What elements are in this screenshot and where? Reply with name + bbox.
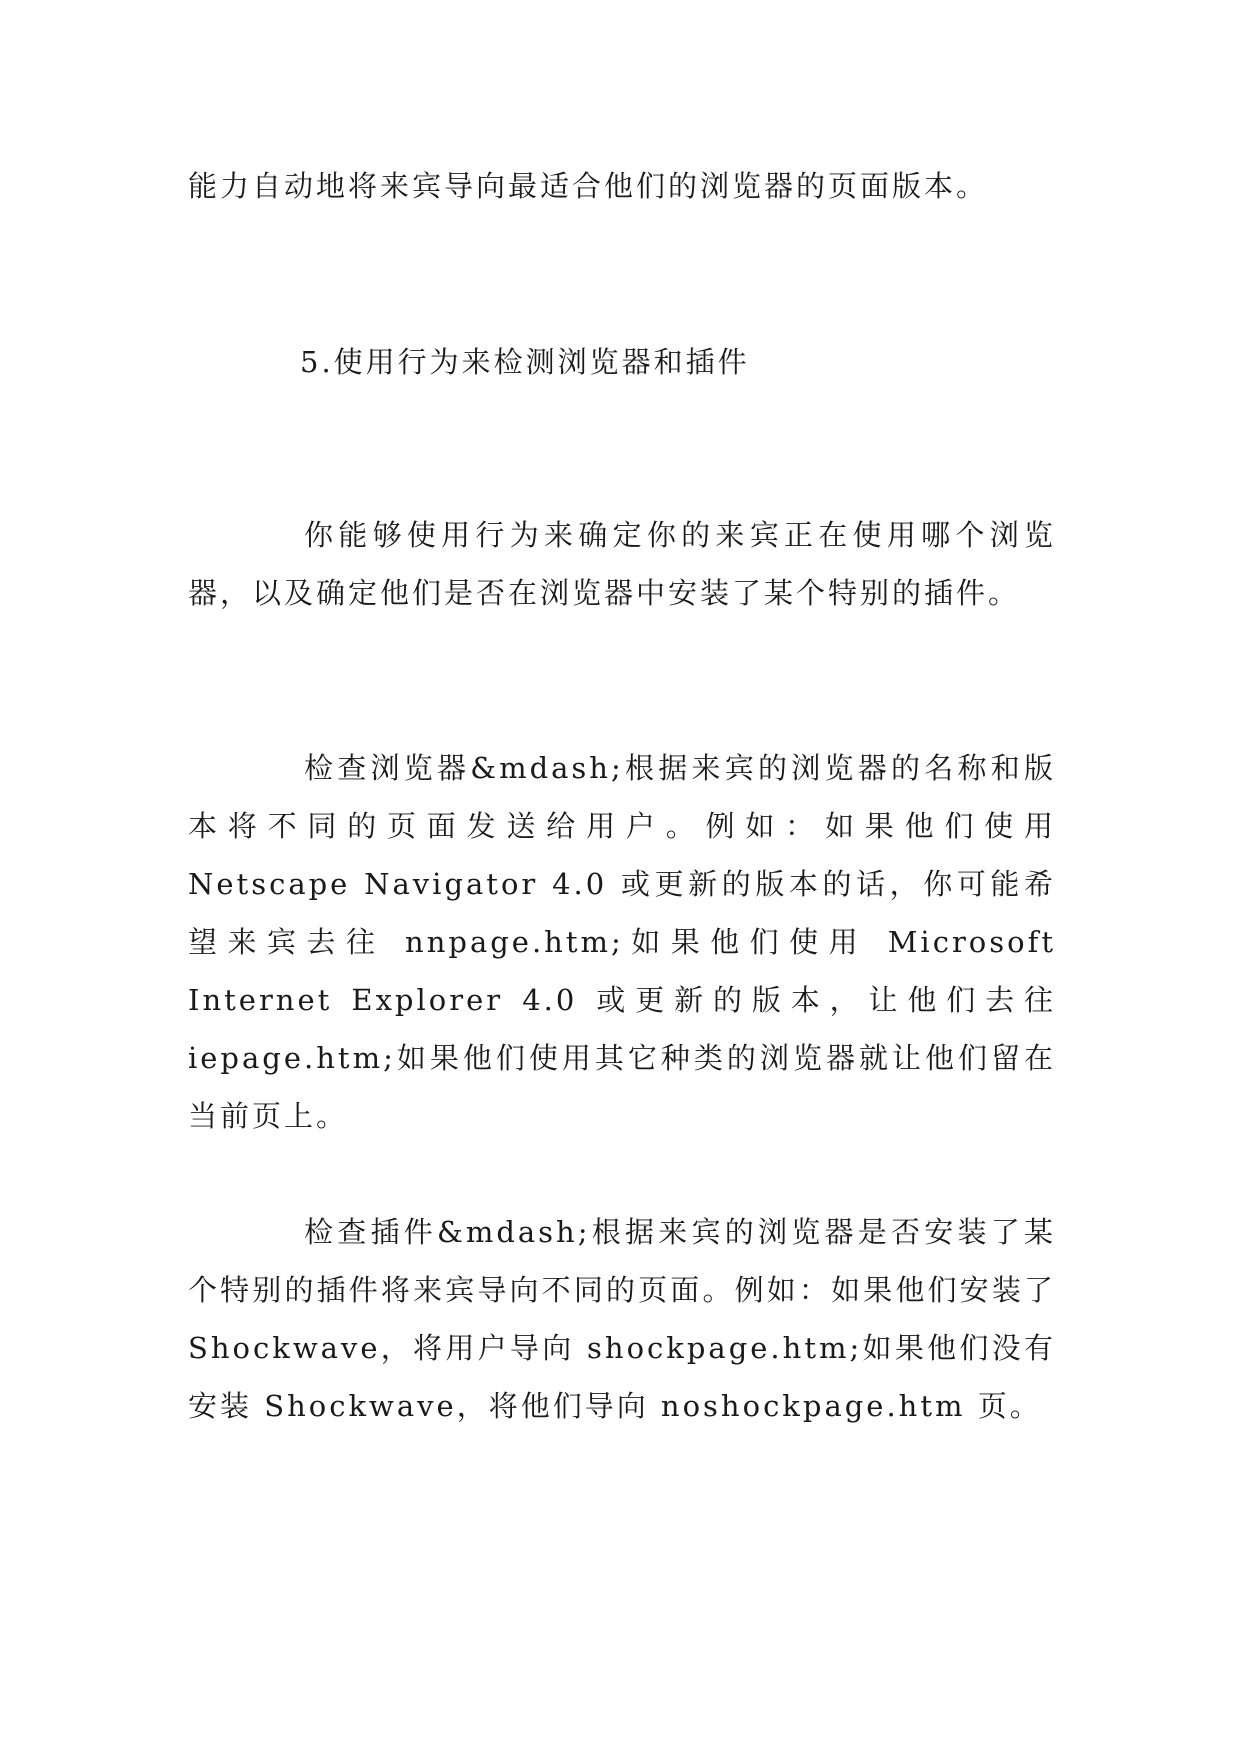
paragraph-behaviors-intro: 你能够使用行为来确定你的来宾正在使用哪个浏览器，以及确定他们是否在浏览器中安装了某个特别的插件。 [188,518,1056,610]
paragraph-check-browser: 检查浏览器&mdash;根据来宾的浏览器的名称和版本将不同的页面发送给用户。例如：如果他们使用 Netscape Navigator 4.0 或更新的版本的话，你可能希望来宾去往 nnpage.htm;如果他们使用 Microsoft Internet Explorer 4.0 或更新的版本，让他们去往 iepage.htm;如果他们使用其它种类的浏览器就让他们留在当前页上。 [188,751,1056,1133]
section-heading: 5.使用行为来检测浏览器和插件 [300,345,750,379]
paragraph-continuation: 能力自动地将来宾导向最适合他们的浏览器的页面版本。 [188,169,989,203]
paragraph-check-plugin: 检查插件&mdash;根据来宾的浏览器是否安装了某个特别的插件将来宾导向不同的页面。例如：如果他们安装了 Shockwave，将用户导向 shockpage.htm;如果他们没有安装 Shockwave，将他们导向 noshockpage.htm 页。 [188,1215,1056,1423]
